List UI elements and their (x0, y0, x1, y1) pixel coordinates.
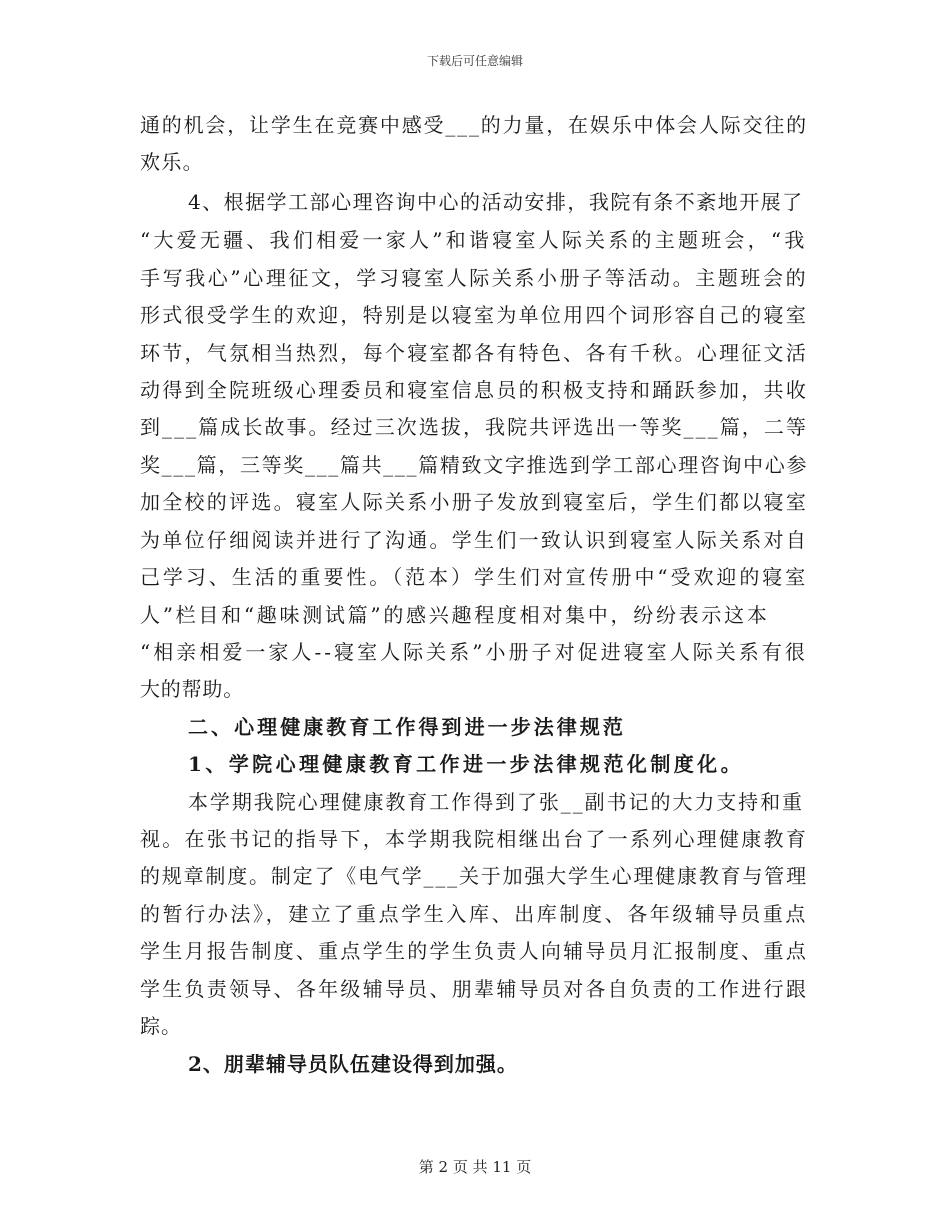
paragraph-line: 的暂行办法》，建立了重点学生入库、出库制度、各年级辅导员重点 (140, 902, 808, 926)
paragraph-line: 本学期我院心理健康教育工作得到了张__副书记的大力支持和重 (188, 790, 804, 814)
paragraph-line: 的规章制度。制定了《电气学___关于加强大学生心理健康教育与管理 (140, 864, 808, 888)
paragraph-line: 到___篇成长故事。经过三次选拔，我院共评选出一等奖___篇，二等 (140, 415, 808, 439)
section-heading: 1、学院心理健康教育工作进一步法律规范化制度化。 (188, 752, 744, 776)
paragraph-line: 大的帮助。 (140, 677, 244, 701)
paragraph-line: 通的机会，让学生在竞赛中感受___的力量，在娱乐中体会人际交往的 (140, 113, 808, 137)
paragraph-line: “相亲相爱一家人--寝室人际关系”小册子对促进寝室人际关系有很 (140, 640, 808, 664)
paragraph-line: 环节，气氛相当热烈，每个寝室都各有特色、各有千秋。心理征文活 (140, 341, 809, 365)
paragraph-line: 己学习、生活的重要性。（范本）学生们对宣传册中“受欢迎的寝室 (140, 565, 809, 589)
paragraph-line: “大爱无疆、我们相爱一家人”和谐寝室人际关系的主题班会，“我 (140, 228, 808, 252)
paragraph-line: 动得到全院班级心理委员和寝室信息员的积极支持和踊跃参加，共收 (140, 378, 809, 402)
paragraph-line: 手写我心”心理征文，学习寝室人际关系小册子等活动。主题班会的 (140, 266, 809, 290)
paragraph-line: 4、根据学工部心理咨询中心的活动安排，我院有条不紊地开展了 (188, 190, 804, 214)
paragraph-line: 人”栏目和“趣味测试篇”的感兴趣程度相对集中，纷纷表示这本 (140, 603, 770, 627)
paragraph-line: 加全校的评选。寝室人际关系小册子发放到寝室后，学生们都以寝室 (140, 490, 809, 514)
paragraph-line: 形式很受学生的欢迎，特别是以寝室为单位用四个词形容自己的寝室 (140, 303, 809, 327)
page-header: 下载后可任意编辑 (426, 54, 523, 68)
paragraph-line: 视。在张书记的指导下，本学期我院相继出台了一系列心理健康教育 (140, 827, 809, 851)
paragraph-line: 学生负责领导、各年级辅导员、朋辈辅导员对各自负责的工作进行跟 (140, 977, 809, 1001)
section-heading: 二、心理健康教育工作得到进一步法律规范 (188, 715, 626, 739)
page-footer: 第 2 页 共 11 页 (418, 1158, 532, 1176)
paragraph-line: 学生月报告制度、重点学生的学生负责人向辅导员月汇报制度、重点 (140, 939, 809, 963)
paragraph-line: 奖___篇，三等奖___篇共___篇精致文字推选到学工部心理咨询中心参 (140, 453, 809, 477)
section-heading: 2、朋辈辅导员队伍建设得到加强。 (188, 1052, 518, 1076)
paragraph-line: 为单位仔细阅读并进行了沟通。学生们一致认识到寝室人际关系对自 (140, 528, 809, 552)
paragraph-line: 踪。 (140, 1014, 182, 1038)
paragraph-line: 欢乐。 (140, 150, 204, 174)
